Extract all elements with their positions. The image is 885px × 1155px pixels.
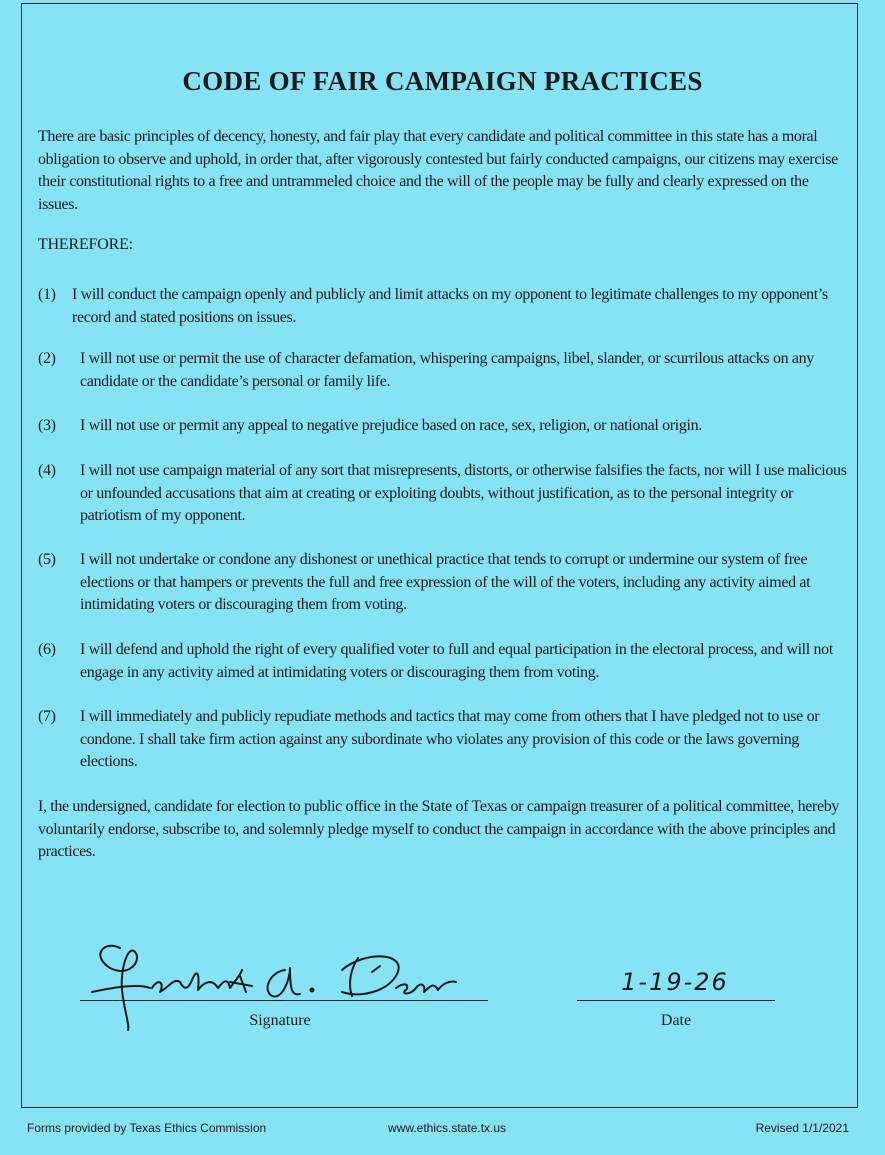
date-label: Date — [660, 1012, 692, 1029]
item-number: (3) — [38, 417, 56, 434]
item-number: (7) — [38, 708, 56, 725]
item-text: I will not undertake or condone any dishonest or unethical practice that tends to corrupt or undermine our system of free elections or that hampers or prevents the full and free expression of the will of the voters, including any activity aimed at intimidating voters or discouraging them from voting. — [80, 551, 811, 613]
footer-website[interactable]: www.ethics.state.tx.us — [388, 1121, 507, 1135]
signature-line — [80, 1000, 488, 1001]
closing-paragraph: I, the undersigned, candidate for election to public office in the State of Texas or campaign treasurer of a political committee, hereby voluntarily endorse, subscribe to, and solemnly pledge myself to conduct the campaign in accordance with the above principles and practices. — [38, 798, 840, 860]
item-text: I will immediately and publicly repudiate methods and tactics that may come from others that I have pledged not to use or condone. I shall take firm action against any subordinate who violates any provision of this code or the laws governing elections. — [80, 708, 820, 770]
footer-revision: Revised 1/1/2021 — [755, 1121, 849, 1135]
item-text: I will not use campaign material of any sort that misrepresents, distorts, or otherwise falsifies the facts, nor will I use malicious or unfounded accusations that aim at creating or exploiting doubts, without justification, as to the personal integrity or patriotism of my opponent. — [80, 462, 847, 524]
page-title: CODE OF FAIR CAMPAIGN PRACTICES — [182, 66, 703, 96]
date-line — [577, 1000, 775, 1001]
footer-provider: Forms provided by Texas Ethics Commission — [27, 1121, 267, 1135]
item-number: (1) — [38, 286, 56, 303]
item-number: (2) — [38, 350, 56, 367]
intro-paragraph: There are basic principles of decency, honesty, and fair play that every candidate and political committee in this state has a moral obligation to observe and uphold, in order that, after vigorously contested but fairly conducted campaigns, our citizens may exercise their constitutional rights to a free and untrammeled choice and the will of the people may be fully and clearly expressed on the issues. — [38, 128, 838, 213]
item-text: I will not use or permit any appeal to negative prejudice based on race, sex, religion, or national origin. — [80, 417, 702, 434]
item-text: I will conduct the campaign openly and publicly and limit attacks on my opponent to legitimate challenges to my opponent’s record and stated positions on issues. — [72, 286, 828, 326]
item-text: I will defend and uphold the right of every qualified voter to full and equal participation in the electoral process, and will not engage in any activity aimed at intimidating voters or discouraging them from voting. — [80, 641, 833, 681]
item-number: (4) — [38, 462, 56, 479]
handwritten-date: 1-19-26 — [621, 968, 729, 996]
item-number: (5) — [38, 551, 56, 568]
item-number: (6) — [38, 641, 56, 658]
item-text: I will not use or permit the use of character defamation, whispering campaigns, libel, slander, or scurrilous attacks on any candidate or the candidate’s personal or family life. — [80, 350, 814, 390]
signature-label: Signature — [249, 1012, 311, 1029]
therefore-heading: THEREFORE: — [38, 236, 133, 253]
